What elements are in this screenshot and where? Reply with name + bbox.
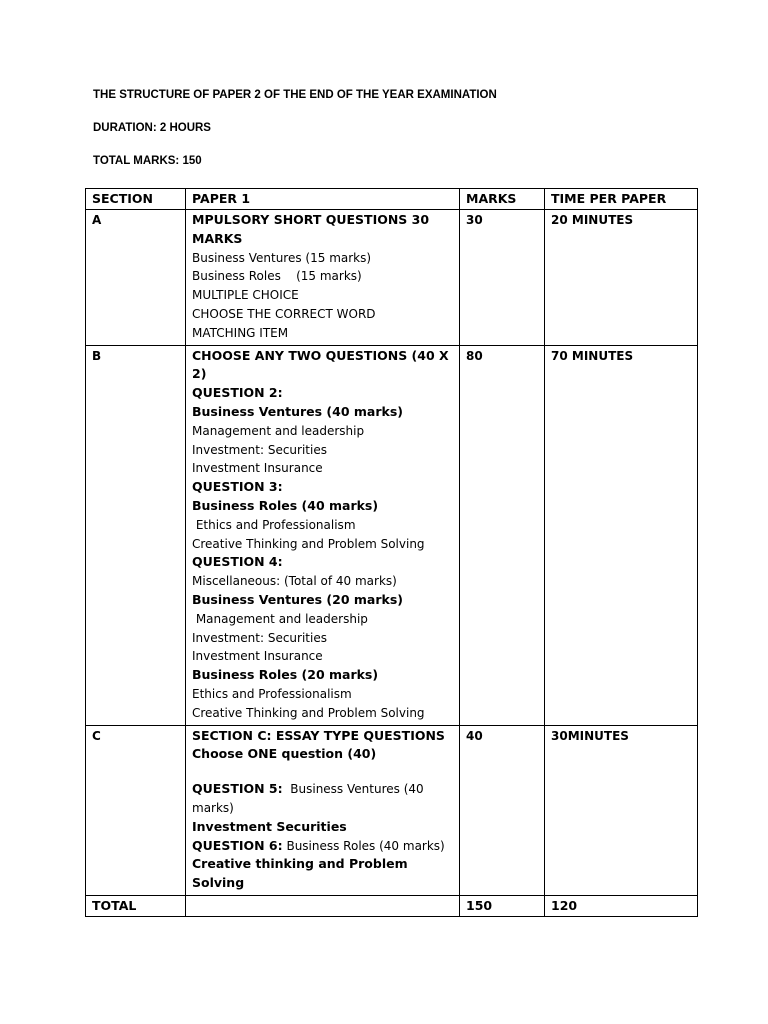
exam-structure-table — [85, 188, 698, 917]
paper-line: Business Roles (20 marks) — [192, 667, 379, 683]
paper-line: Ethics and Professionalism — [192, 517, 356, 532]
question-6-text: Business Roles (40 marks) — [282, 838, 445, 853]
paper-line: Ethics and Professionalism — [192, 686, 352, 701]
total-marks-cell: 150 — [460, 895, 545, 916]
total-label-cell: TOTAL — [86, 895, 186, 916]
table-row-total — [86, 895, 698, 916]
paper-cell — [186, 345, 460, 725]
column-header-section: SECTION — [86, 189, 186, 210]
paper-line: CHOOSE THE CORRECT WORD — [192, 306, 376, 321]
marks-cell: 30 — [460, 210, 545, 346]
paper-line: Creative Thinking and Problem Solving — [192, 705, 425, 720]
total-paper-cell — [186, 895, 460, 916]
time-cell: 20 MINUTES — [545, 210, 698, 346]
question-6-label: QUESTION 6: — [192, 837, 283, 853]
paper-line: QUESTION 4: — [192, 554, 283, 570]
table-row-section-b — [86, 345, 698, 725]
paper-line: Investment Securities — [192, 818, 347, 834]
question-5-text: Business Ventures (40 marks) — [192, 782, 428, 815]
section-cell: A — [86, 210, 186, 346]
marks-cell: 80 — [460, 345, 545, 725]
paper-line: Business Ventures (40 marks) — [192, 403, 403, 419]
paper-line: MATCHING ITEM — [192, 325, 289, 340]
paper-line: Management and leadership — [192, 611, 368, 626]
paper-line: Miscellaneous: (Total of 40 marks) — [192, 574, 397, 589]
section-cell: B — [86, 345, 186, 725]
paper-line: Business Ventures (15 marks) — [192, 250, 372, 265]
paper-line — [192, 837, 453, 856]
paper-line: Management and leadership — [192, 423, 365, 438]
paper-line: Choose ONE question (40) — [192, 746, 377, 762]
section-cell: C — [86, 725, 186, 895]
total-time-cell: 120 — [545, 895, 698, 916]
total-marks-label: TOTAL MARKS: 150 — [93, 155, 202, 167]
column-header-time: TIME PER PAPER — [545, 189, 698, 210]
paper-line: Creative Thinking and Problem Solving — [192, 536, 425, 551]
paper-line: Investment: Securities — [192, 630, 327, 645]
table-row-section-a — [86, 210, 698, 346]
paper-line: Investment Insurance — [192, 461, 323, 476]
paper-line: Business Roles (15 marks) — [192, 269, 362, 284]
paper-line: Creative thinking and Problem Solving — [192, 856, 408, 891]
document-title: THE STRUCTURE OF PAPER 2 OF THE END OF THE YEAR EXAMINATION — [93, 89, 497, 101]
column-header-paper: PAPER 1 — [186, 189, 460, 210]
paper-line: MPULSORY SHORT QUESTIONS 30 MARKS — [192, 212, 434, 246]
paper-line: Investment: Securities — [192, 442, 327, 457]
paper-line — [192, 780, 453, 818]
paper-line: Business Ventures (20 marks) — [192, 591, 403, 607]
paper-line: CHOOSE ANY TWO QUESTIONS (40 X 2) — [192, 347, 454, 382]
paper-line: QUESTION 2: — [192, 385, 283, 401]
question-5-label: QUESTION 5: — [192, 781, 283, 797]
time-cell: 70 MINUTES — [545, 345, 698, 725]
paper-line: Business Roles (40 marks) — [192, 497, 379, 513]
time-cell: 30MINUTES — [545, 725, 698, 895]
marks-cell: 40 — [460, 725, 545, 895]
paper-line: QUESTION 3: — [192, 479, 283, 495]
table-header-row — [86, 189, 698, 210]
paper-cell — [186, 210, 460, 346]
paper-line: Investment Insurance — [192, 649, 323, 664]
duration-label: DURATION: 2 HOURS — [93, 122, 211, 134]
paper-cell — [186, 725, 460, 895]
paper-line: MULTIPLE CHOICE — [192, 288, 299, 303]
table-row-section-c — [86, 725, 698, 895]
column-header-marks: MARKS — [460, 189, 545, 210]
paper-line: SECTION C: ESSAY TYPE QUESTIONS — [192, 727, 445, 743]
